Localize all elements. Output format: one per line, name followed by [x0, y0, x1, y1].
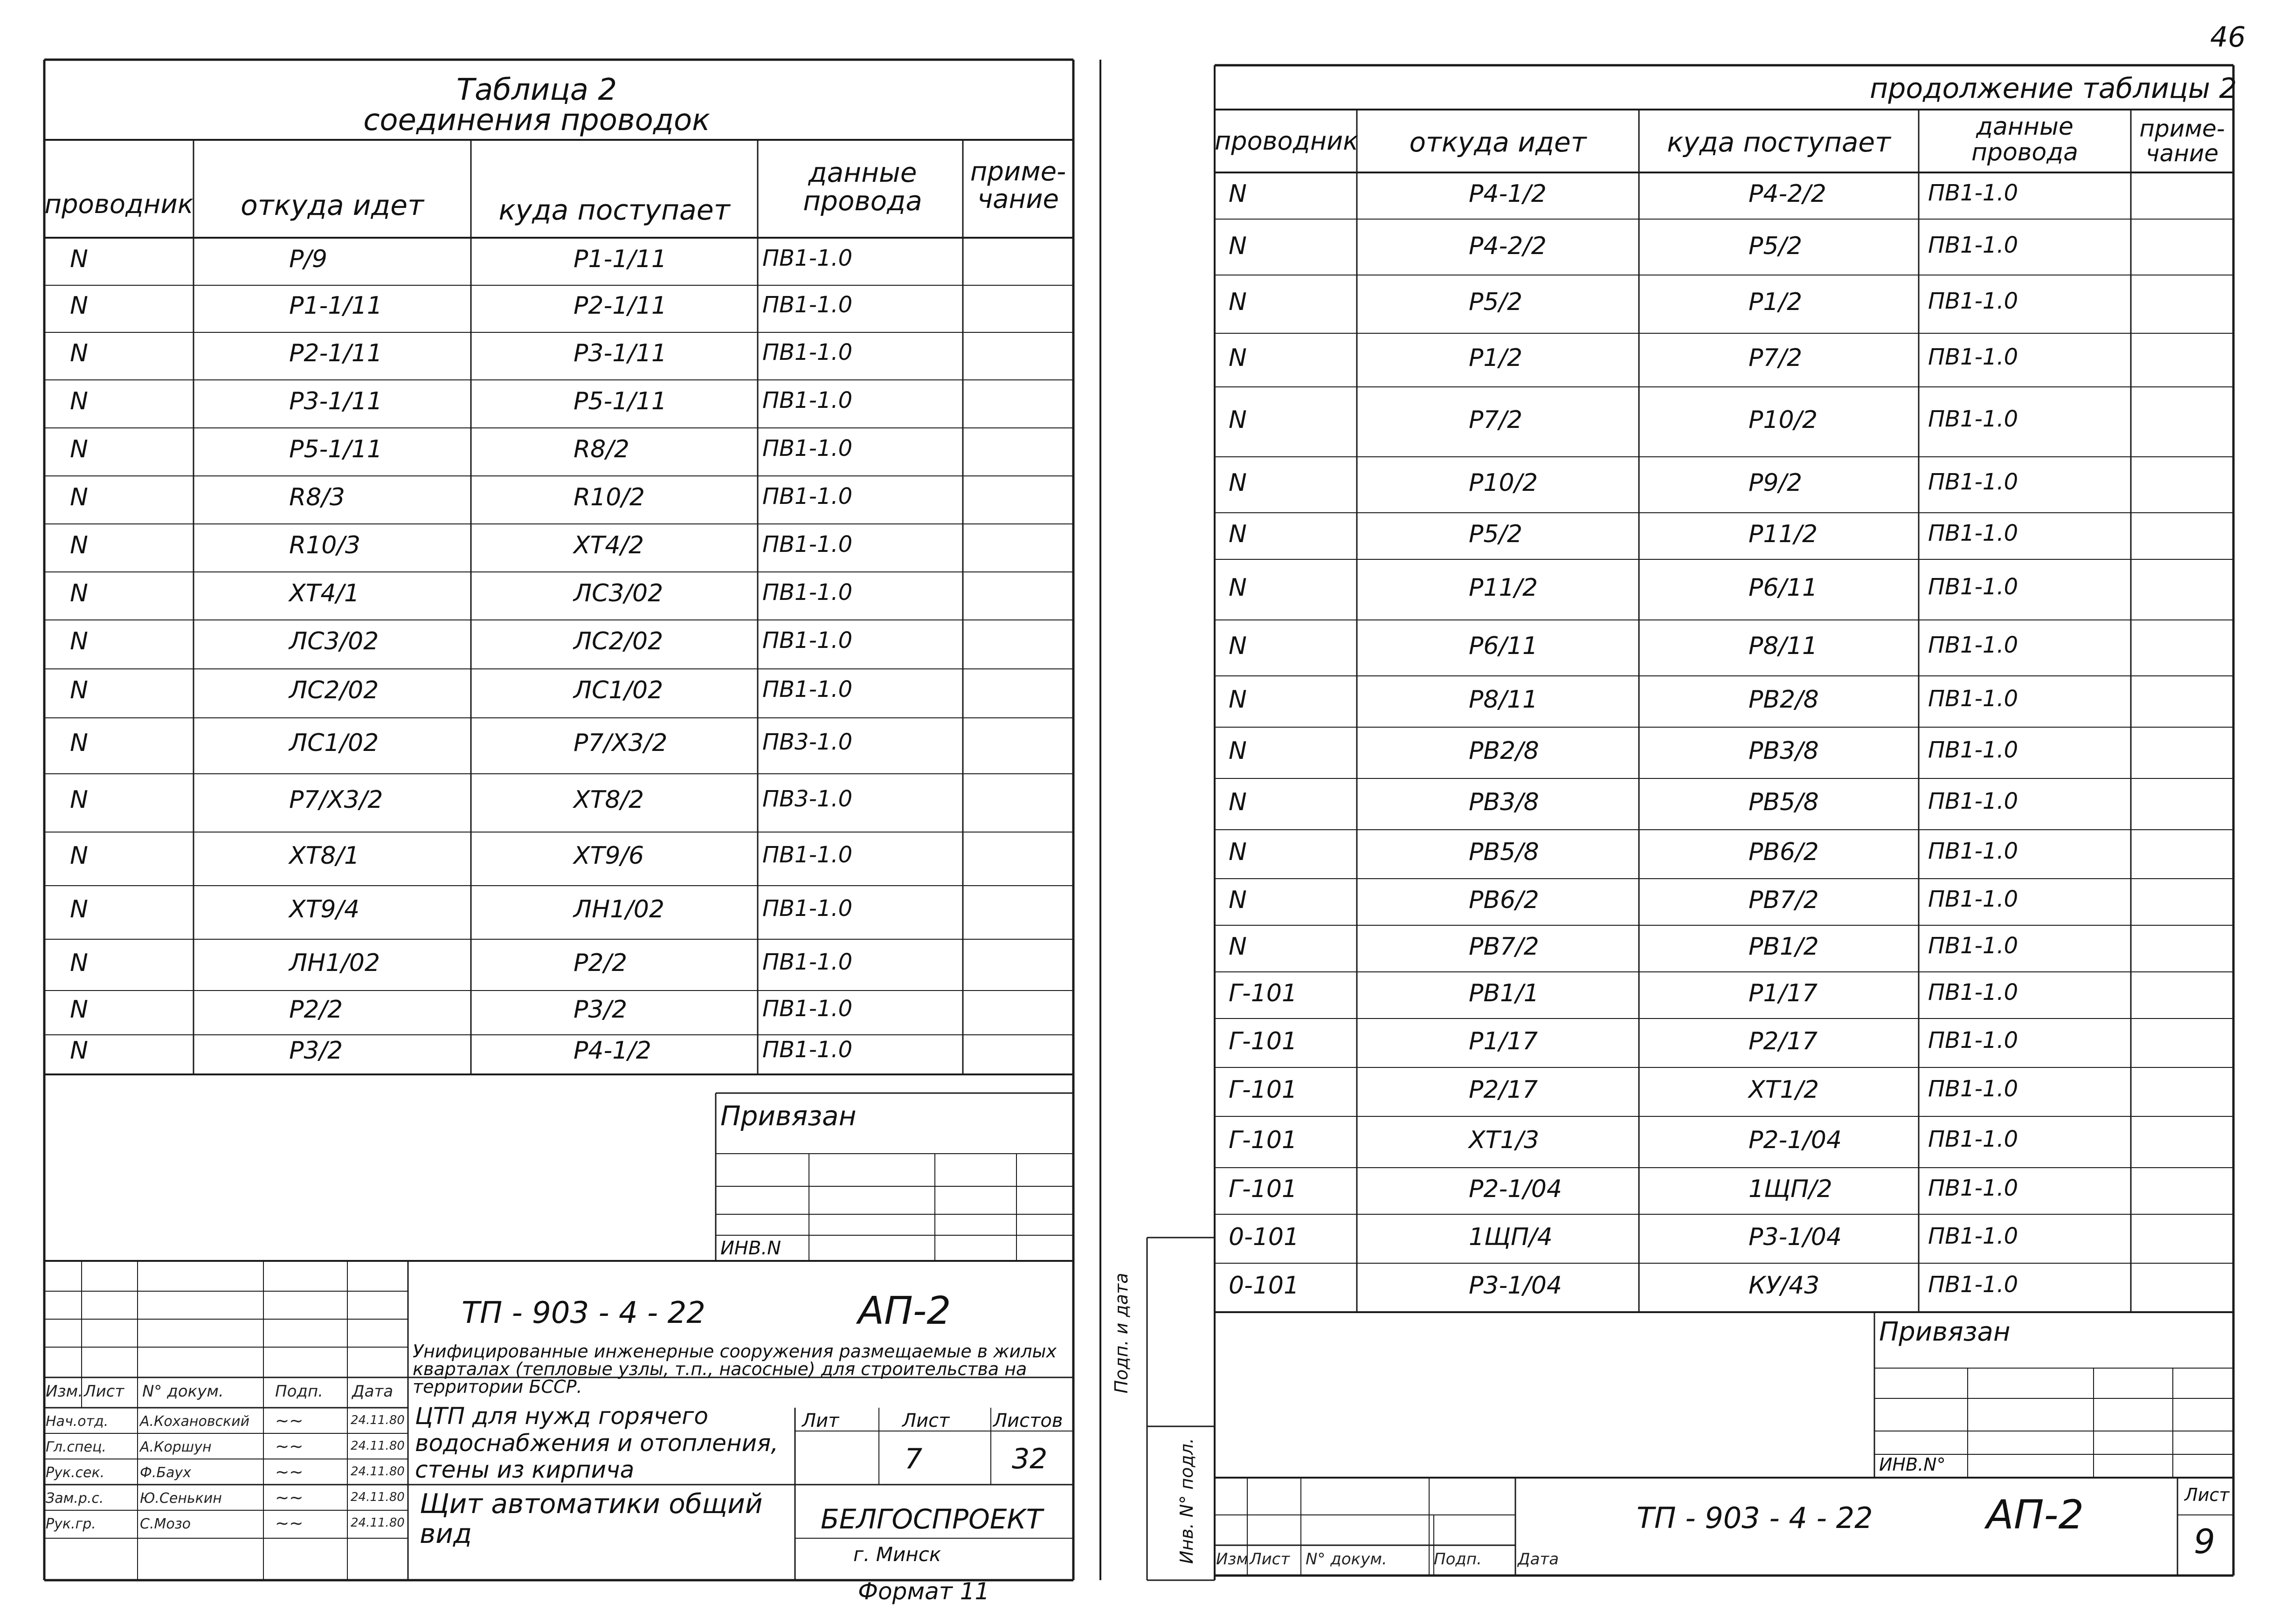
col-header-conductor: проводник: [44, 189, 194, 220]
r-col-sign: Подп.: [1434, 1550, 1482, 1569]
from-cell: P3/2: [289, 1037, 343, 1065]
wire-cell: ПВ1-1.0: [762, 245, 853, 271]
col-doc-no: N° докум.: [142, 1382, 224, 1401]
r-wire-cell: ПВ1-1.0: [1928, 288, 2018, 314]
conductor-cell: N: [70, 245, 88, 273]
r-conductor-cell: 0-101: [1229, 1272, 1299, 1300]
from-cell: XT4/1: [289, 579, 360, 607]
r-from-cell: P2/17: [1469, 1076, 1538, 1104]
r-from-cell: P5/2: [1469, 288, 1523, 316]
staff-name: А.Кохановский: [140, 1413, 250, 1430]
from-cell: ЛН1/02: [289, 949, 380, 977]
inv-no-label: ИНВ.N: [720, 1238, 781, 1259]
staff-name: С.Мозо: [140, 1516, 191, 1532]
r-wire-cell: ПВ1-1.0: [1928, 1272, 2018, 1298]
r-from-cell: P1/17: [1469, 1027, 1538, 1055]
staff-date: 24.11.80: [351, 1413, 405, 1427]
to-cell: ЛС1/02: [574, 676, 664, 704]
conductor-cell: N: [70, 996, 88, 1024]
r-wire-cell: ПВ1-1.0: [1928, 979, 2018, 1005]
col-list: Лист: [84, 1382, 124, 1401]
project-description: Унифицированные инженерные сооружения размещаемые в жилых кварталах (тепловые узлы, т.п., насосные) для строительства на территории БССР.: [413, 1341, 1057, 1397]
r-wire-cell: ПВ1-1.0: [1928, 686, 2018, 712]
from-cell: R8/3: [289, 483, 345, 511]
from-cell: P2/2: [289, 996, 343, 1024]
staff-role: Зам.р.с.: [46, 1490, 104, 1507]
from-cell: XT8/1: [289, 842, 360, 870]
project-title: ЦТП для нужд горячего водоснабжения и отопления, стены из кирпича: [415, 1403, 779, 1483]
r-from-cell: PB1/1: [1469, 979, 1539, 1007]
r-inv-no-label: ИНВ.N°: [1879, 1454, 1946, 1475]
signature-mark: ∼∼: [275, 1411, 304, 1431]
to-cell: P2/2: [574, 949, 628, 977]
r-from-cell: XT1/3: [1469, 1126, 1540, 1154]
col-izm: Изм.: [46, 1382, 83, 1401]
from-cell: P3-1/11: [289, 387, 382, 415]
conductor-cell: N: [70, 786, 88, 814]
r-conductor-cell: N: [1229, 933, 1247, 961]
r-conductor-cell: N: [1229, 737, 1247, 765]
r-wire-cell: ПВ1-1.0: [1928, 1027, 2018, 1053]
listov-label: Листов: [993, 1410, 1063, 1431]
lit-label: Лит: [802, 1410, 839, 1431]
r-conductor-cell: N: [1229, 180, 1247, 208]
staff-date: 24.11.80: [351, 1465, 405, 1479]
wire-cell: ПВ1-1.0: [762, 627, 853, 654]
from-cell: R10/3: [289, 531, 360, 559]
r-from-cell: P8/11: [1469, 686, 1538, 714]
privyazan-label: Привязан: [720, 1100, 857, 1132]
conductor-cell: N: [70, 292, 88, 320]
from-cell: ЛС2/02: [289, 676, 379, 704]
r-to-cell: PB6/2: [1749, 838, 1819, 866]
table-title: Таблица 2: [456, 73, 617, 107]
staff-role: Рук.сек.: [46, 1465, 105, 1481]
org-city: г. Минск: [853, 1543, 941, 1566]
r-conductor-cell: N: [1229, 344, 1247, 372]
r-col-header-note: приме-чание: [2139, 115, 2225, 167]
to-cell: R10/2: [574, 483, 645, 511]
to-cell: R8/2: [574, 435, 629, 463]
col-sign: Подп.: [275, 1382, 323, 1401]
from-cell: P5-1/11: [289, 435, 382, 463]
r-to-cell: P3-1/04: [1749, 1223, 1842, 1251]
r-wire-cell: ПВ1-1.0: [1928, 737, 2018, 763]
to-cell: XT8/2: [574, 786, 644, 814]
r-from-cell: PB3/8: [1469, 788, 1539, 816]
r-conductor-cell: N: [1229, 788, 1247, 816]
col-header-wire-data: данные провода: [803, 157, 922, 217]
staff-date: 24.11.80: [351, 1516, 405, 1530]
r-from-cell: PB2/8: [1469, 737, 1539, 765]
r-from-cell: P5/2: [1469, 520, 1523, 548]
conductor-cell: N: [70, 895, 88, 923]
signature-mark: ∼∼: [275, 1514, 304, 1533]
r-from-cell: P11/2: [1469, 574, 1538, 602]
col-header-note: приме-чание: [970, 157, 1066, 214]
r-to-cell: P7/2: [1749, 344, 1803, 372]
to-cell: XT4/2: [574, 531, 644, 559]
wire-cell: ПВ1-1.0: [762, 895, 853, 922]
conductor-cell: N: [70, 676, 88, 704]
staff-role: Рук.гр.: [46, 1516, 96, 1532]
r-wire-cell: ПВ1-1.0: [1928, 574, 2018, 600]
conductor-cell: N: [70, 949, 88, 977]
r-conductor-cell: 0-101: [1229, 1223, 1299, 1251]
to-cell: P7/X3/2: [574, 729, 668, 757]
r-wire-cell: ПВ1-1.0: [1928, 788, 2018, 814]
r-to-cell: PB7/2: [1749, 886, 1819, 914]
r-col-date: Дата: [1518, 1550, 1559, 1569]
r-to-cell: P2-1/04: [1749, 1126, 1842, 1154]
wire-cell: ПВ1-1.0: [762, 676, 853, 702]
r-col-header-from: откуда идет: [1409, 126, 1587, 158]
col-date: Дата: [352, 1382, 394, 1401]
r-to-cell: P1/17: [1749, 979, 1818, 1007]
r-from-cell: P3-1/04: [1469, 1272, 1562, 1300]
wire-cell: ПВ1-1.0: [762, 483, 853, 509]
wire-cell: ПВ1-1.0: [762, 435, 853, 461]
r-from-cell: P6/11: [1469, 632, 1538, 660]
side-label-inv-no: Инв. N° подл.: [1176, 1438, 1197, 1564]
r-conductor-cell: Г-101: [1229, 1076, 1297, 1104]
r-to-cell: P10/2: [1749, 406, 1818, 434]
r-conductor-cell: N: [1229, 574, 1247, 602]
staff-role: Гл.спец.: [46, 1439, 106, 1455]
to-cell: P5-1/11: [574, 387, 667, 415]
r-wire-cell: ПВ1-1.0: [1928, 933, 2018, 959]
doc-code: ТП - 903 - 4 - 22: [462, 1296, 705, 1330]
r-conductor-cell: N: [1229, 520, 1247, 548]
wire-cell: ПВ1-1.0: [762, 531, 853, 557]
org-name: БЕЛГОСПРОЕКТ: [821, 1503, 1043, 1535]
conductor-cell: N: [70, 579, 88, 607]
r-from-cell: P4-1/2: [1469, 180, 1547, 208]
r-wire-cell: ПВ1-1.0: [1928, 520, 2018, 546]
r-from-cell: P2-1/04: [1469, 1175, 1562, 1203]
from-cell: ЛС1/02: [289, 729, 379, 757]
to-cell: P3/2: [574, 996, 628, 1024]
wire-cell: ПВ3-1.0: [762, 786, 853, 812]
r-wire-cell: ПВ1-1.0: [1928, 632, 2018, 658]
r-from-cell: 1ЩП/4: [1469, 1223, 1553, 1251]
from-cell: ЛС3/02: [289, 627, 379, 655]
r-wire-cell: ПВ1-1.0: [1928, 1175, 2018, 1201]
staff-date: 24.11.80: [351, 1439, 405, 1453]
r-wire-cell: ПВ1-1.0: [1928, 1223, 2018, 1249]
r-to-cell: PB3/8: [1749, 737, 1819, 765]
r-wire-cell: ПВ1-1.0: [1928, 1076, 2018, 1102]
to-cell: XT9/6: [574, 842, 644, 870]
drawing-title: Щит автоматики общий вид: [420, 1488, 763, 1549]
continued-title: продолжение таблицы 2: [1870, 72, 2237, 105]
r-list-value: 9: [2194, 1522, 2215, 1561]
list-label: Лист: [902, 1410, 950, 1431]
staff-date: 24.11.80: [351, 1490, 405, 1504]
r-col-header-conductor: проводник: [1215, 126, 1358, 156]
to-cell: P3-1/11: [574, 339, 667, 367]
from-cell: P1-1/11: [289, 292, 382, 320]
r-from-cell: P4-2/2: [1469, 232, 1547, 260]
to-cell: P1-1/11: [574, 245, 667, 273]
r-from-cell: P1/2: [1469, 344, 1523, 372]
wire-cell: ПВ1-1.0: [762, 579, 853, 606]
r-privyazan-label: Привязан: [1879, 1317, 2011, 1347]
r-to-cell: PB1/2: [1749, 933, 1819, 961]
wire-cell: ПВ1-1.0: [762, 339, 853, 365]
sheet-code: АП-2: [858, 1289, 951, 1333]
r-conductor-cell: N: [1229, 632, 1247, 660]
wire-cell: ПВ3-1.0: [762, 729, 853, 755]
wire-cell: ПВ1-1.0: [762, 387, 853, 413]
conductor-cell: N: [70, 387, 88, 415]
from-cell: P7/X3/2: [289, 786, 383, 814]
r-conductor-cell: Г-101: [1229, 1126, 1297, 1154]
r-from-cell: PB7/2: [1469, 933, 1539, 961]
conductor-cell: N: [70, 1037, 88, 1065]
signature-mark: ∼∼: [275, 1463, 304, 1482]
r-wire-cell: ПВ1-1.0: [1928, 469, 2018, 495]
format-label: Формат 11: [858, 1578, 990, 1605]
wire-cell: ПВ1-1.0: [762, 996, 853, 1022]
r-wire-cell: ПВ1-1.0: [1928, 406, 2018, 432]
staff-name: Ф.Баух: [140, 1465, 191, 1481]
r-conductor-cell: Г-101: [1229, 1027, 1297, 1055]
wire-cell: ПВ1-1.0: [762, 292, 853, 318]
r-wire-cell: ПВ1-1.0: [1928, 180, 2018, 206]
r-to-cell: P2/17: [1749, 1027, 1818, 1055]
r-wire-cell: ПВ1-1.0: [1928, 886, 2018, 912]
r-conductor-cell: N: [1229, 232, 1247, 260]
r-conductor-cell: N: [1229, 288, 1247, 316]
wire-cell: ПВ1-1.0: [762, 1037, 853, 1063]
from-cell: XT9/4: [289, 895, 360, 923]
r-conductor-cell: N: [1229, 838, 1247, 866]
r-to-cell: P8/11: [1749, 632, 1818, 660]
r-to-cell: PB2/8: [1749, 686, 1819, 714]
col-header-from: откуда идет: [240, 189, 424, 222]
r-conductor-cell: N: [1229, 406, 1247, 434]
r-to-cell: P9/2: [1749, 469, 1803, 497]
r-col-list: Лист: [1250, 1550, 1290, 1569]
r-from-cell: P7/2: [1469, 406, 1523, 434]
to-cell: P4-1/2: [574, 1037, 651, 1065]
signature-mark: ∼∼: [275, 1437, 304, 1456]
r-conductor-cell: N: [1229, 469, 1247, 497]
r-from-cell: P10/2: [1469, 469, 1538, 497]
r-col-header-to: куда поступает: [1667, 126, 1891, 158]
conductor-cell: N: [70, 627, 88, 655]
r-wire-cell: ПВ1-1.0: [1928, 344, 2018, 370]
r-to-cell: XT1/2: [1749, 1076, 1819, 1104]
staff-name: Ю.Сенькин: [140, 1490, 222, 1507]
col-header-to: куда поступает: [498, 194, 730, 227]
list-value: 7: [905, 1443, 923, 1475]
r-col-header-wire-data: данные провода: [1971, 113, 2079, 166]
conductor-cell: N: [70, 842, 88, 870]
r-to-cell: P6/11: [1749, 574, 1818, 602]
staff-name: А.Коршун: [140, 1439, 212, 1455]
r-col-izm: Изм: [1216, 1550, 1249, 1569]
r-wire-cell: ПВ1-1.0: [1928, 232, 2018, 258]
r-to-cell: P5/2: [1749, 232, 1803, 260]
r-from-cell: PB6/2: [1469, 886, 1539, 914]
r-from-cell: PB5/8: [1469, 838, 1539, 866]
to-cell: ЛС2/02: [574, 627, 664, 655]
from-cell: P/9: [289, 245, 327, 273]
r-conductor-cell: Г-101: [1229, 979, 1297, 1007]
page-number: 46: [2210, 21, 2246, 54]
listov-value: 32: [1012, 1443, 1048, 1475]
r-to-cell: 1ЩП/2: [1749, 1175, 1832, 1203]
r-to-cell: P1/2: [1749, 288, 1803, 316]
r-doc-code: ТП - 903 - 4 - 22: [1637, 1501, 1873, 1535]
staff-role: Нач.отд.: [46, 1413, 109, 1430]
r-wire-cell: ПВ1-1.0: [1928, 1126, 2018, 1152]
conductor-cell: N: [70, 729, 88, 757]
r-wire-cell: ПВ1-1.0: [1928, 838, 2018, 864]
table-subtitle: соединения проводок: [363, 103, 710, 138]
r-conductor-cell: N: [1229, 686, 1247, 714]
to-cell: ЛН1/02: [574, 895, 664, 923]
to-cell: ЛС3/02: [574, 579, 664, 607]
from-cell: P2-1/11: [289, 339, 382, 367]
wire-cell: ПВ1-1.0: [762, 949, 853, 975]
signature-mark: ∼∼: [275, 1488, 304, 1507]
conductor-cell: N: [70, 483, 88, 511]
r-conductor-cell: Г-101: [1229, 1175, 1297, 1203]
conductor-cell: N: [70, 339, 88, 367]
conductor-cell: N: [70, 435, 88, 463]
wire-cell: ПВ1-1.0: [762, 842, 853, 868]
r-to-cell: P4-2/2: [1749, 180, 1826, 208]
conductor-cell: N: [70, 531, 88, 559]
r-list-label: Лист: [2184, 1485, 2230, 1505]
side-label-sign-date: Подп. и дата: [1111, 1273, 1132, 1394]
r-col-doc-no: N° докум.: [1306, 1550, 1387, 1569]
r-to-cell: КУ/43: [1749, 1272, 1820, 1300]
r-to-cell: P11/2: [1749, 520, 1818, 548]
r-sheet-code: АП-2: [1986, 1492, 2084, 1538]
r-to-cell: PB5/8: [1749, 788, 1819, 816]
to-cell: P2-1/11: [574, 292, 667, 320]
r-conductor-cell: N: [1229, 886, 1247, 914]
